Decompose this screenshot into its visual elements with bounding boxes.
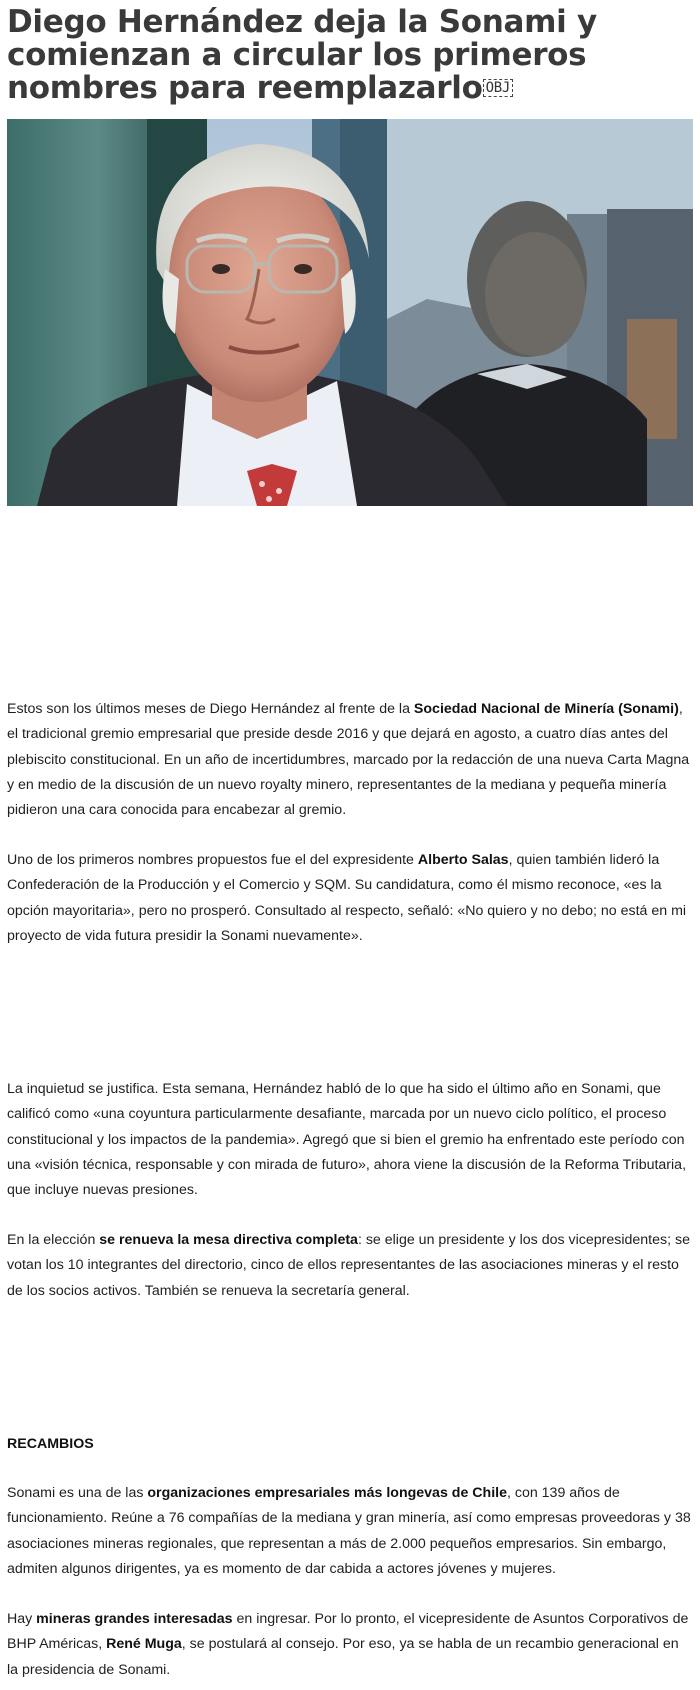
article [7,0,693,1678]
paragraph-3-text: La inquietud se justifica. Esta semana, Hernández habló de lo que ha sido el último año en Sonami, que calificó como «una coyuntura particularmente desafiante, marcada por un nuevo ciclo político, el proceso constitucional y los impactos de la pandemia». Agregó que si bien el gremio ha enfrentado este período con una «visión técnica, responsable y con mirada de futuro», ahora viene la discusión de la Reforma Tributaria, que incluye nuevas presiones. [7,1081,687,1199]
paragraph-5 [7,1481,693,1582]
paragraph-2 [7,848,693,949]
paragraph-4 [7,1228,693,1304]
paragraph-6-bold-rene-muga: René Muga [106,1636,182,1653]
paragraph-5-text-b: , con 139 años de funcionamiento. Reúne a 76 compañías de la mediana y gran minería, así como empresas proveedoras y 38 asociaciones mineras regionales, que representan a más de 2.000 pequeños empresarios. Sin embargo, admiten algunos dirigentes, ya es momento de dar cabida a actores jóvenes y mujeres. [7,1485,691,1577]
paragraph-6-bold-mineras-grandes: mineras grandes interesadas [36,1611,233,1627]
paragraph-2-text-b: , quien también lideró la Confederación de la Producción y el Comercio y SQM. Su candidatura, como él mismo reconoce, «es la opción mayoritaria», pero no prosperó. Consultado al respecto, señaló: «No quiero y no debo; no está en mi proyecto de vida futura presidir la Sonami nuevamente». [7,852,687,944]
object-replacement-marker: OBJ [483,79,513,97]
paragraph-4-bold-mesa-directiva: se renueva la mesa directiva completa [99,1232,358,1248]
paragraph-1-bold-sonami: Sociedad Nacional de Minería (Sonami) [413,701,679,717]
paragraph-1-text-a: Estos son los últimos meses de Diego Hernández al frente de la [7,701,414,717]
article-headline [7,6,693,105]
paragraph-1 [7,697,693,823]
paragraph-3 [7,1077,693,1203]
paragraph-4-text-b: : se elige un presidente y los dos vicepresidentes; se votan los 10 integrantes del directorio, cinco de ellos representantes de las asociaciones mineras y el resto de los socios activos. También se renueva la secretaría general. [7,1232,690,1299]
paragraph-6-text-a: Hay [7,1611,37,1627]
paragraph-6 [7,1607,693,1683]
article-photo [7,119,693,506]
paragraph-2-bold-alberto-salas: Alberto Salas [417,852,509,868]
paragraph-4-text-a: En la elección [7,1232,100,1248]
paragraph-1-text-b: , el tradicional gremio empresarial que preside desde 2016 y que dejará en agosto, a cuatro días antes del plebiscito constitucional. En un año de incertidumbres, marcado por la redacción de una nueva Carta Magna y en medio de la discusión de un nuevo royalty minero, representantes de la mediana y pequeña minería pidieron una cara conocida para encabezar al gremio. [7,701,690,819]
paragraph-5-bold-organizaciones: organizaciones empresariales más longevas de Chile [147,1485,507,1501]
paragraph-6-text-c: , se postulará al consejo. Por eso, ya se habla de un recambio generacional en la presidencia de Sonami. [7,1636,679,1678]
headline-text: Diego Hernández deja la Sonami y comienzan a circular los primeros nombres para reemplazarlo [7,4,597,106]
section-title-recambios: RECAMBIOS [7,1436,94,1452]
paragraph-2-text-a: Uno de los primeros nombres propuestos fue el del expresidente [7,852,418,868]
paragraph-6-text-b: en ingresar. Por lo pronto, el vicepresidente de Asuntos Corporativos de BHP Américas, [7,1611,689,1653]
paragraph-5-text-a: Sonami es una de las [7,1485,148,1501]
